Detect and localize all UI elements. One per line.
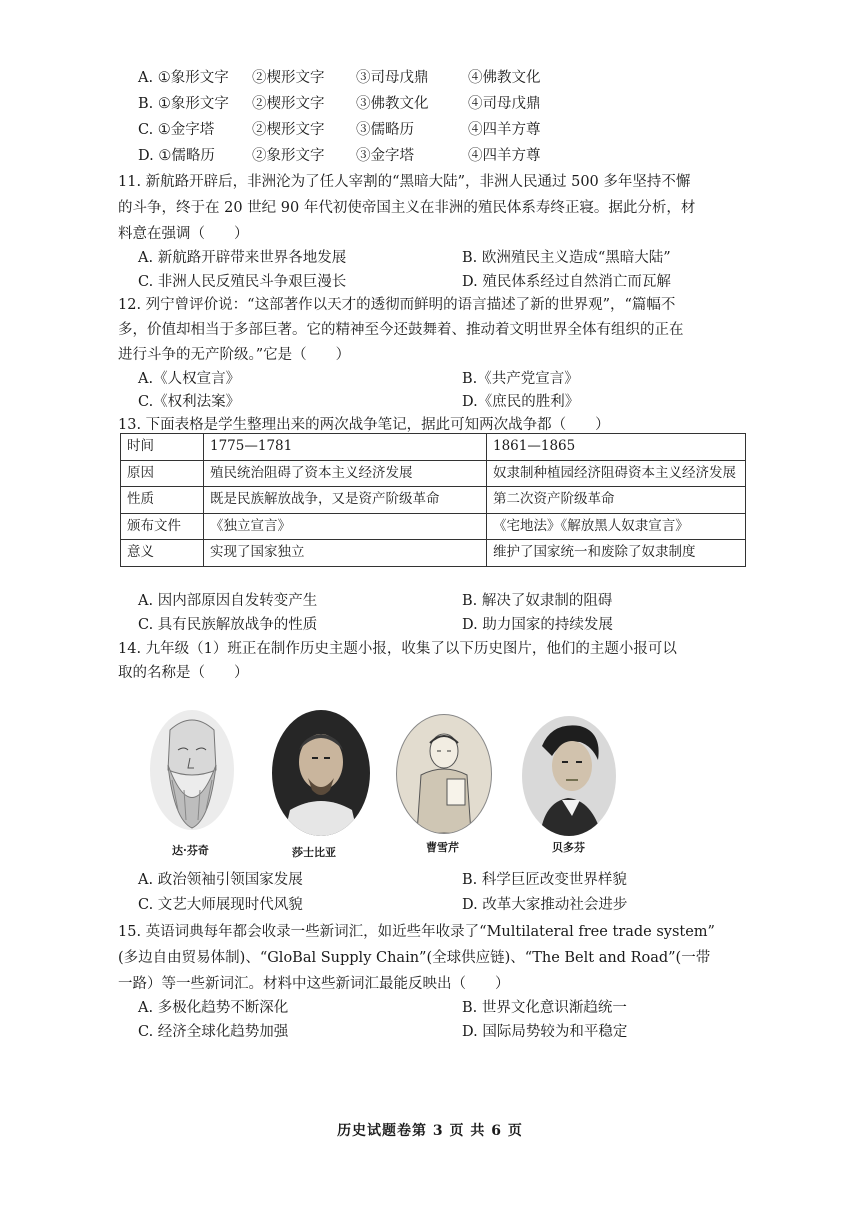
q15-stem-line3: 一路）等一些新词汇。材料中这些新词汇最能反映出（ ）	[118, 976, 510, 992]
q12-option-c[interactable]: C.《权利法案》	[138, 394, 241, 410]
table-row	[121, 513, 746, 540]
q11-stem-line1: 11. 新航路开辟后，非洲沦为了任人宰割的“黑暗大陆”，非洲人民通过 500 多年坚持不懈	[118, 174, 691, 190]
table-cell: 维护了国家统一和废除了奴隶制度	[487, 540, 746, 567]
q10-c-3: ③儒略历	[356, 122, 414, 138]
q13-option-d[interactable]: D. 助力国家的持续发展	[462, 617, 613, 633]
q11-stem-line3: 料意在强调（ ）	[118, 226, 249, 242]
q13-option-b[interactable]: B. 解决了奴隶制的阻碍	[462, 593, 613, 609]
q10-b-2: ②楔形文字	[252, 96, 325, 112]
table-cell: 奴隶制种植园经济阻碍资本主义经济发展	[487, 460, 746, 487]
q12-stem-line2: 多，价值却相当于多部巨著。它的精神至今还鼓舞着、推动着文明世界全体有组织的正在	[118, 322, 684, 338]
table-cell: 《独立宣言》	[204, 513, 487, 540]
table-cell: 1775—1781	[204, 434, 487, 461]
q14-option-a[interactable]: A. 政治领袖引领国家发展	[138, 872, 303, 888]
table-cell: 第二次资产阶级革命	[487, 487, 746, 514]
caption-cao-xueqin: 曹雪芹	[426, 841, 459, 854]
table-cell: 时间	[121, 434, 204, 461]
table-cell: 原因	[121, 460, 204, 487]
table-cell: 性质	[121, 487, 204, 514]
table-cell: 实现了国家独立	[204, 540, 487, 567]
q14-option-b[interactable]: B. 科学巨匠改变世界样貌	[462, 872, 627, 888]
q13-option-c[interactable]: C. 具有民族解放战争的性质	[138, 617, 318, 633]
table-row	[121, 460, 746, 487]
q15-stem-line1: 15. 英语词典每年都会收录一些新词汇，如近些年收录了“Multilateral free trade system”	[118, 924, 715, 940]
q10-c-2: ②楔形文字	[252, 122, 325, 138]
table-row	[121, 434, 746, 461]
q15-option-c[interactable]: C. 经济全球化趋势加强	[138, 1024, 289, 1040]
q12-stem-line3: 进行斗争的无产阶级。”它是（ ）	[118, 347, 351, 363]
q10-c-4: ④四羊方尊	[468, 122, 541, 138]
table-cell: 《宅地法》《解放黑人奴隶宣言》	[487, 513, 746, 540]
q11-option-d[interactable]: D. 殖民体系经过自然消亡而瓦解	[462, 274, 671, 290]
da-vinci-portrait-image	[150, 710, 234, 830]
q14-stem-line1: 14. 九年级（1）班正在制作历史主题小报，收集了以下历史图片，他们的主题小报可以	[118, 641, 677, 657]
q10-d-1: D. ①儒略历	[138, 148, 215, 164]
q11-option-b[interactable]: B. 欧洲殖民主义造成“黑暗大陆”	[462, 250, 671, 266]
q12-option-d[interactable]: D.《庶民的胜利》	[462, 394, 580, 410]
q10-b-1: B. ①象形文字	[138, 96, 229, 112]
caption-beethoven: 贝多芬	[552, 841, 585, 854]
q14-option-d[interactable]: D. 改革大家推动社会进步	[462, 897, 628, 913]
q13-option-a[interactable]: A. 因内部原因自发转变产生	[138, 593, 318, 609]
q12-stem-line1: 12. 列宁曾评价说：“这部著作以天才的透彻而鲜明的语言描述了新的世界观”，“篇幅不	[118, 297, 676, 313]
q15-stem-line2: (多边自由贸易体制)、“GloBal Supply Chain”(全球供应链)、“The Belt and Road”(一带	[118, 950, 711, 966]
q10-a-2: ②楔形文字	[252, 70, 325, 86]
q10-b-3: ③佛教文化	[356, 96, 429, 112]
caption-da-vinci: 达·芬奇	[172, 844, 209, 857]
q15-option-b[interactable]: B. 世界文化意识渐趋统一	[462, 1000, 627, 1016]
q14-stem-line2: 取的名称是（ ）	[118, 665, 249, 681]
q10-d-3: ③金字塔	[356, 148, 414, 164]
q11-option-a[interactable]: A. 新航路开辟带来世界各地发展	[138, 250, 347, 266]
q10-d-2: ②象形文字	[252, 148, 325, 164]
table-cell: 殖民统治阻碍了资本主义经济发展	[204, 460, 487, 487]
q11-option-c[interactable]: C. 非洲人民反殖民斗争艰巨漫长	[138, 274, 347, 290]
cao-xueqin-portrait-image	[396, 714, 492, 834]
q12-option-b[interactable]: B.《共产党宣言》	[462, 371, 579, 387]
q15-option-d[interactable]: D. 国际局势较为和平稳定	[462, 1024, 628, 1040]
q10-a-4: ④佛教文化	[468, 70, 541, 86]
q11-stem-line2: 的斗争，终于在 20 世纪 90 年代初使帝国主义在非洲的殖民体系寿终正寝。据此分析，材	[118, 200, 696, 216]
beethoven-portrait-image	[522, 716, 616, 836]
caption-shakespeare: 莎士比亚	[292, 846, 336, 859]
q10-b-4: ④司母戊鼎	[468, 96, 541, 112]
shakespeare-portrait-image	[272, 710, 370, 836]
q15-option-a[interactable]: A. 多极化趋势不断深化	[138, 1000, 289, 1016]
q10-c-1: C. ①金字塔	[138, 122, 215, 138]
table-cell: 1861—1865	[487, 434, 746, 461]
table-cell: 既是民族解放战争，又是资产阶级革命	[204, 487, 487, 514]
table-row	[121, 540, 746, 567]
q13-stem: 13. 下面表格是学生整理出来的两次战争笔记，据此可知两次战争都（ ）	[118, 417, 610, 433]
q10-d-4: ④四羊方尊	[468, 148, 541, 164]
q10-a-1: A. ①象形文字	[138, 70, 229, 86]
page-footer: 历史试题卷第 3 页 共 6 页	[337, 1123, 523, 1139]
q14-option-c[interactable]: C. 文艺大师展现时代风貌	[138, 897, 303, 913]
table-row	[121, 487, 746, 514]
q10-a-3: ③司母戊鼎	[356, 70, 429, 86]
q12-option-a[interactable]: A.《人权宣言》	[138, 371, 241, 387]
war-notes-table	[120, 433, 746, 567]
table-cell: 意义	[121, 540, 204, 567]
table-cell: 颁布文件	[121, 513, 204, 540]
